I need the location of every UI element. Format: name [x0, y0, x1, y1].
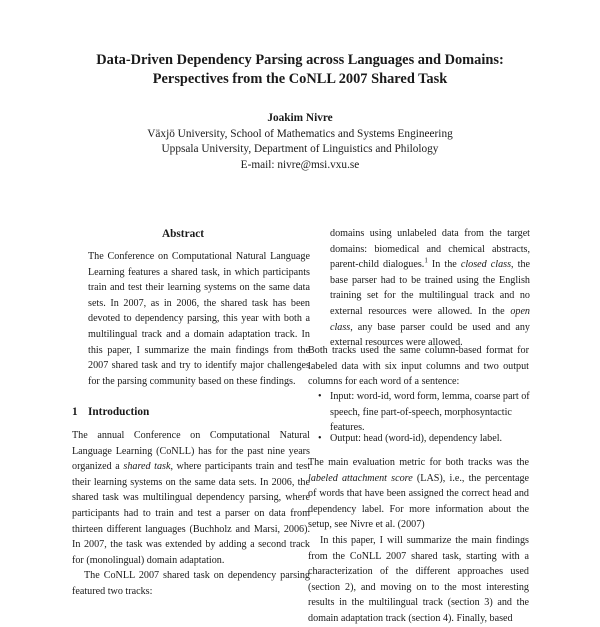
intro-paragraph-2: The CoNLL 2007 shared task on dependency parsing featured two tracks: — [72, 570, 310, 597]
author-affiliation-1: Växjö University, School of Mathematics and Systems Engineering — [147, 127, 453, 140]
abstract-text: The Conference on Computational Natural Language Learning features a shared task, in which participants train and test their learning systems on the same data sets. In 2007, as in 2006, the shared task has been devoted to dependency parsing, this year with both a multilingual track and a domain adaptation track. In this paper, I summarize the main findings from the 2007 shared task and try to identify major challenges for the parsing community based on these findings. — [88, 251, 310, 387]
right-paragraph-evaluation: The main evaluation metric for both tracks was the labeled attachment score (LAS), i.e., the percentage of words that have been assigned the correct head and dependency label. For more information about the setup, see Nivre et al. (2007) — [308, 457, 529, 531]
list-item: • Input: word-id, word form, lemma, coarse part of speech, fine part-of-speech, morphosyntactic features. — [318, 391, 530, 434]
section-number: 1 — [72, 406, 78, 418]
footnote-marker: 1 — [424, 256, 428, 265]
intro-body — [72, 428, 310, 600]
author-block — [40, 111, 560, 173]
bullet-icon: • — [318, 433, 322, 444]
paper-title-line-1: Data-Driven Dependency Parsing across Languages and Domains: — [96, 52, 504, 68]
section-title: Introduction — [88, 406, 150, 418]
section-heading-introduction — [72, 406, 149, 418]
right-paragraph-tracks-continued: domains using unlabeled data from the target domains: biomedical and chemical abstracts, parent-child dialogues.$^1$ In the closed class, the base parser had to be trained using the English training set for the multilingual track and no external resources were allowed. In the open class, any base parser could be used and any external resources were allowed. — [330, 228, 530, 349]
right-paragraph-format: Both tracks used the same column-based format for labeled data with six input columns and two output columns for each word of a sentence: — [308, 345, 529, 388]
author-email: E-mail: nivre@msi.vxu.se — [240, 158, 360, 171]
intro-paragraph-1: The annual Conference on Computational Natural Language Learning (CoNLL) has for the past nine years organized a shared task, where participants train and test their learning systems on the same data sets. In 2006, the shared task was multilingual dependency parsing, where participants had to train and test a parser on data from thirteen different languages (Buchholz and Marsi, 2006). In 2007, the task was extended by adding a second track for (monolingual) domain adaptation. — [72, 430, 311, 566]
abstract-heading: Abstract — [161, 228, 205, 240]
paper-title-line-2: Perspectives from the CoNLL 2007 Shared Task — [152, 71, 448, 87]
author-name: Joakim Nivre — [267, 112, 333, 124]
right-body — [308, 455, 529, 627]
right-paragraph-summary: In this paper, I will summarize the main findings from the CoNLL 2007 shared task, starting with a characterization of the different approaches used (section 2), and moving on to the most interesting results in the multilingual track (section 3) and the domain adaptation track (section 4). Finally, based — [308, 534, 529, 624]
bullet-icon: • — [318, 391, 322, 402]
list-item: • Output: head (word-id), dependency label. — [318, 431, 530, 447]
author-affiliation-2: Uppsala University, Department of Linguistics and Philology — [161, 143, 439, 155]
